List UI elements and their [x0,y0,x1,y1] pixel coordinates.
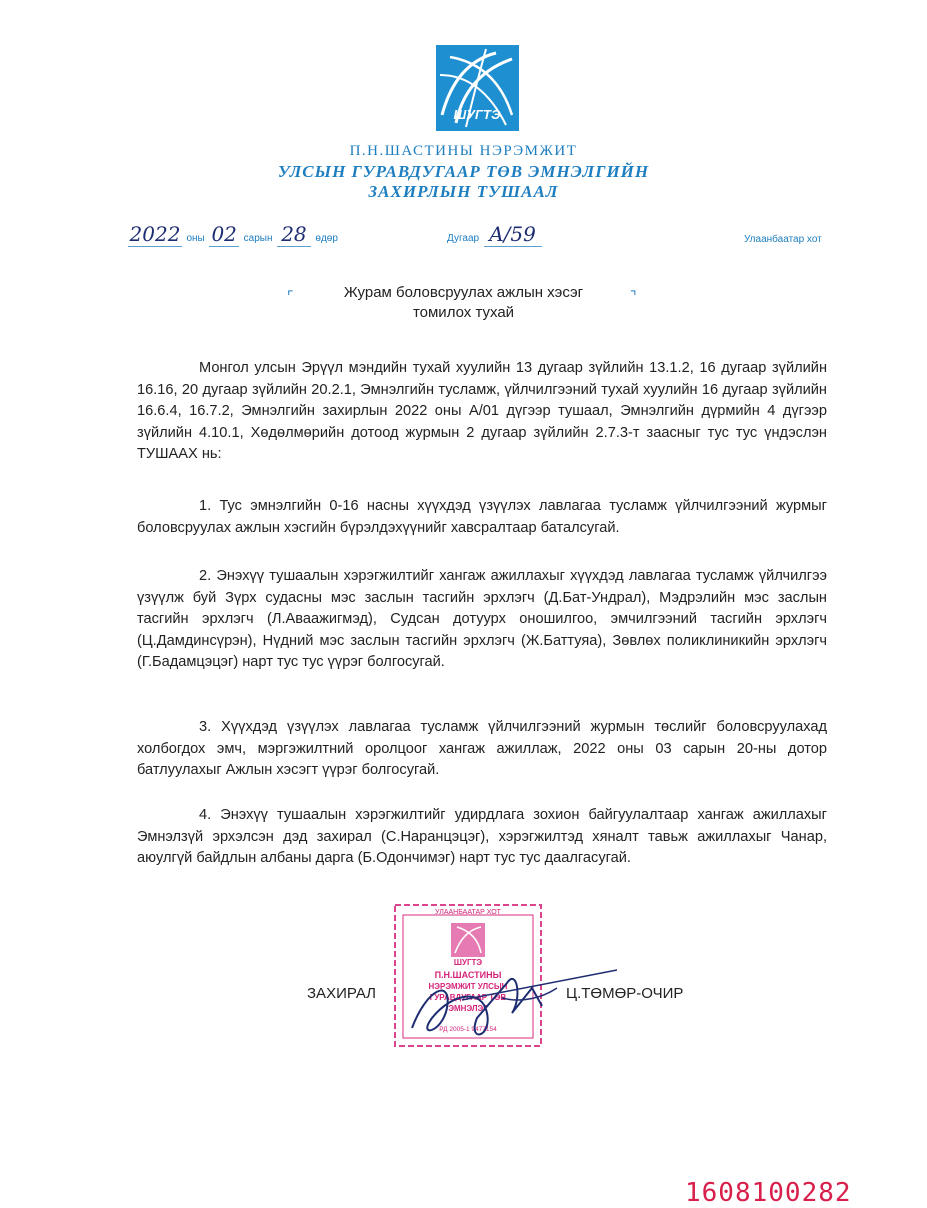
order-number-label: Дугаар [447,233,480,244]
list-item-4 [137,805,827,870]
intro-paragraph [137,358,827,466]
header-line-3: ЗАХИРЛЫН ТУШААЛ [368,182,559,201]
date-line [128,222,338,247]
director-signature [392,958,622,1048]
stamp-bottom-text: РД 2005-1 9477154 [439,1026,497,1033]
stamp-top-text: УЛААНБААТАР ХОТ [435,909,501,916]
stamp-line-2: НЭРЭМЖИТ УЛСЫН [428,982,508,991]
city: Улаанбаатар хот [744,234,822,245]
intro-text: Монгол улсын Эрүүл мэндийн тухай хуулийн 13 дугаар зүйлийн 13.1.2, 16 дугаар зүйлийн 16.16, 20 дугаар зүйлийн 20.2.1, Эмнэлгийн тусламж, үйлчилгээний тухай хуулийн 16 дугаар зүйлийн 16.6.4, 16.7.2, Эмнэлгийн захирлын 2022 оны А/01 дүгээр тушаал, Эмнэлгийн дүрмийн 4 дүгээр зүйлийн 4.10.1, Хөдөлмөрийн дотоод журмын 2 дугаар зүйлийн 2.7.3-т заасныг тус тус үндэслэн ТУШААХ нь: [137,360,827,462]
month-suffix: сарын [243,233,273,244]
stamp-line-4: ЭМНЭЛЭГ [448,1004,488,1013]
logo-text: ШУГТЭ [453,107,501,122]
title-line-1: Журам боловсруулах ажлын хэсэг [343,284,584,301]
year-suffix: оны [186,233,205,244]
title-bracket-right-icon: ⌝ [630,288,637,304]
order-day: 28 [277,222,311,247]
stamp-logo-text: ШУГТЭ [453,958,483,967]
list-item-3 [137,717,827,782]
title-bracket-left-icon: ⌜ [287,288,294,304]
list-item-1 [137,496,827,539]
order-number-field [447,222,542,247]
item-4-text: 4. Энэхүү тушаалын хэрэгжилтийг удирдлага зохион байгуулалтаар хангаж ажиллахыг Эмнэлзүй эрхэлсэн дэд захирал (С.Наранцэцэг), хэрэгжилтэд хяналт тавьж ажиллахыг Чанар, аюулгүй байдлын албаны дарга (Б.Одончимэг) нарт тус тус даалгасугай. [137,807,827,866]
header-line-1: П.Н.ШАСТИНЫ НЭРЭМЖИТ [349,143,578,159]
order-title [0,283,927,323]
stamp-line-3: ГУРАВДУГААР ТӨВ [429,993,507,1002]
order-number: A/59 [484,222,542,247]
list-item-2 [137,566,827,674]
title-line-2: томилох тухай [412,304,515,321]
header-line-2: УЛСЫН ГУРАВДУГААР ТӨВ ЭМНЭЛГИЙН [277,162,650,181]
director-name: Ц.ТӨМӨР-ОЧИР [566,985,684,1002]
order-year: 2022 [129,222,181,246]
serial-number: 1608100282 [685,1178,852,1208]
order-month: 02 [209,222,239,247]
item-1-text: 1. Тус эмнэлгийн 0-16 насны хүүхдэд үзүүлэх лавлагаа тусламж үйлчилгээний журмыг боловсруулах ажлын хэсгийн бүрэлдэхүүнийг хавсралтаар баталсугай. [137,498,827,536]
item-3-text: 3. Хүүхдэд үзүүлэх лавлагаа тусламж үйлчилгээний журмын төслийг боловсруулахад холбогдох эмч, мэргэжилтний оролцоог хангаж ажиллаж, 2022 оны 03 сарын 20-ны дотор батлуулахыг Ажлын хэсэгт үүрэг болгосугай. [137,719,827,778]
hospital-logo [436,45,519,131]
day-suffix: өдөр [315,233,338,244]
item-2-text: 2. Энэхүү тушаалын хэрэгжилтийг хангаж ажиллахыг хүүхдэд лавлагаа тусламж үйлчилгээ үзүүлж буй Зүрх судасны мэс заслын тасгийн эрхлэгч (Д.Бат-Ундрал), Мэдрэлийн мэс заслын тасгийн эрхлэгч (Л.Аваажигмэд), Судсан дотуурх оношилгоо, эмчилгээний тасгийн эрхлэгч (Ц.Дамдинсүрэн), Нүдний мэс заслын тасгийн эрхлэгч (Ж.Баттуяа), Зөвлөх поликлиникийн эрхлэгч (Г.Бадамцэцэг) нарт тус тус үүрэг болгосугай. [137,568,827,670]
stamp-line-1: П.Н.ШАСТИНЫ [434,970,502,980]
director-title: ЗАХИРАЛ [307,985,377,1002]
